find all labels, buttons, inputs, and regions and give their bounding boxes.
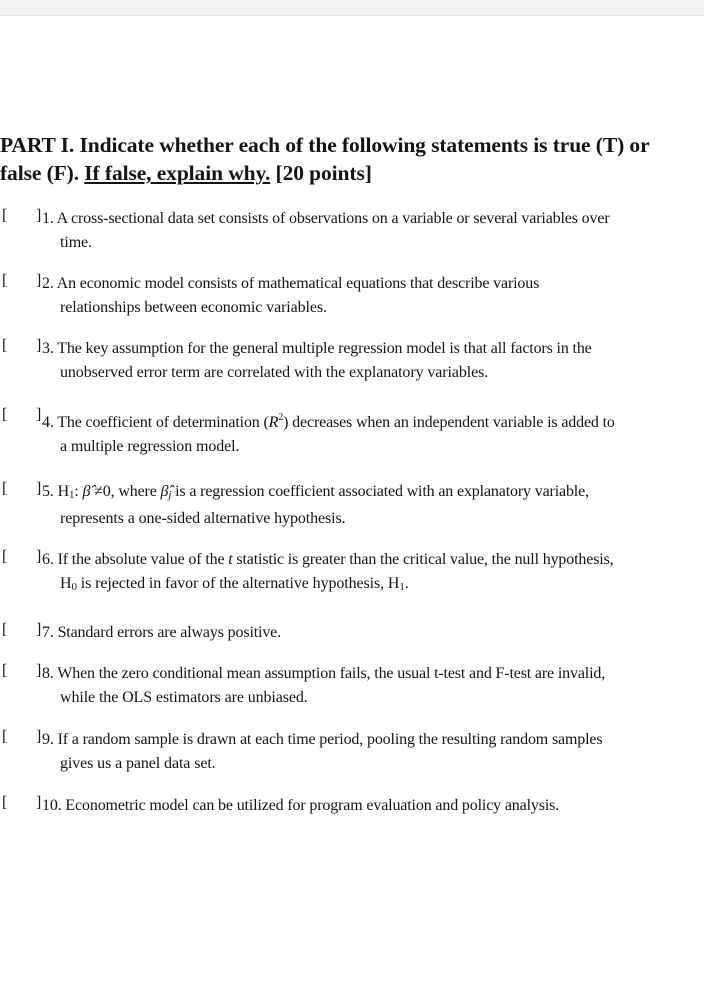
question-text — [42, 621, 694, 645]
question-item — [0, 337, 704, 385]
question-line: is rejected in favor of the alternative hypothesis, H — [76, 575, 400, 592]
heading-underlined-text: If false, explain why. — [84, 161, 271, 185]
question-line: . — [404, 575, 409, 592]
question-item — [0, 272, 704, 320]
answer-bracket-right[interactable]: ] — [36, 272, 42, 289]
question-line: The coefficient of determination ( — [57, 414, 269, 431]
question-text — [42, 548, 694, 599]
question-text — [42, 272, 694, 320]
subscript: 1 — [68, 489, 75, 501]
part-heading — [0, 131, 700, 187]
answer-bracket-right[interactable]: ] — [36, 548, 42, 565]
question-text — [42, 207, 694, 255]
question-item — [0, 548, 704, 596]
answer-bracket-right[interactable]: ] — [36, 662, 42, 679]
answer-bracket-left[interactable]: [ — [2, 337, 8, 354]
heading-points: [20 points] — [270, 161, 372, 185]
question-line: while the OLS estimators are unbiased. — [60, 689, 308, 706]
question-line: When the zero conditional mean assumption fails, the usual t-test and F-test are invalid, — [57, 665, 606, 682]
question-item — [0, 794, 704, 842]
question-line: : — [74, 483, 83, 500]
answer-bracket-left[interactable]: [ — [2, 548, 8, 565]
question-number: 2. — [42, 275, 54, 292]
question-item — [0, 406, 704, 454]
r-squared-symbol: R — [268, 414, 279, 431]
subscript: 1 — [399, 581, 405, 593]
question-text — [42, 406, 694, 459]
question-number: 7. — [42, 624, 54, 641]
question-text — [42, 480, 694, 531]
question-line: ) decreases when an independent variable is added to — [283, 414, 615, 431]
subscript: j — [168, 489, 172, 501]
question-line: statistic is greater than the critical value, the null hypothesis, — [232, 551, 614, 568]
question-number: 5. — [42, 483, 54, 500]
question-number: 1. — [42, 210, 54, 227]
question-line: If a random sample is drawn at each time period, pooling the resulting random samples — [57, 731, 603, 748]
question-line: A cross-sectional data set consists of observations on a variable or several variables over — [56, 210, 610, 227]
heading-text: false (F). — [0, 161, 85, 185]
heading-line-1: PART I. Indicate whether each of the following statements is true (T) or — [0, 133, 650, 157]
question-line: Standard errors are always positive. — [57, 624, 281, 641]
answer-bracket-left[interactable]: [ — [2, 406, 8, 423]
question-number: 6. — [42, 551, 54, 568]
question-number: 4. — [42, 414, 54, 431]
answer-bracket-right[interactable]: ] — [36, 480, 42, 497]
question-line: a multiple regression model. — [60, 438, 240, 455]
question-line: time. — [60, 234, 92, 251]
question-line: is a regression coefficient associated with an explanatory variable, — [171, 483, 589, 500]
question-line: unobserved error term are correlated with the explanatory variables. — [60, 364, 489, 381]
hypothesis-symbol: H — [60, 575, 72, 592]
answer-bracket-left[interactable]: [ — [2, 728, 8, 745]
question-line: relationships between economic variables. — [60, 299, 327, 316]
answer-bracket-left[interactable]: [ — [2, 207, 8, 224]
answer-bracket-right[interactable]: ] — [36, 337, 42, 354]
question-number: 3. — [42, 340, 54, 357]
question-number: 8. — [42, 665, 54, 682]
question-item — [0, 207, 704, 255]
question-text — [42, 662, 694, 710]
answer-bracket-right[interactable]: ] — [36, 728, 42, 745]
question-number: 9. — [42, 731, 54, 748]
t-symbol: t — [228, 551, 233, 568]
subscript: 0 — [71, 581, 77, 593]
question-line: gives us a panel data set. — [60, 755, 216, 772]
question-number: 10. — [42, 797, 62, 814]
question-line: Econometric model can be utilized for program evaluation and policy analysis. — [65, 797, 560, 814]
question-line: The key assumption for the general multiple regression model is that all factors in the — [57, 340, 592, 357]
answer-bracket-left[interactable]: [ — [2, 794, 8, 811]
beta-hat-symbol: β̂ — [82, 483, 91, 500]
answer-bracket-left[interactable]: [ — [2, 662, 8, 679]
answer-bracket-right[interactable]: ] — [36, 621, 42, 638]
question-line: An economic model consists of mathematical equations that describe various — [56, 275, 540, 292]
question-line: ≠0, where — [90, 483, 161, 500]
answer-bracket-left[interactable]: [ — [2, 272, 8, 289]
answer-bracket-right[interactable]: ] — [36, 207, 42, 224]
question-text — [42, 337, 694, 385]
beta-hat-symbol: β̂ — [160, 483, 169, 500]
question-text — [42, 794, 694, 818]
question-text — [42, 728, 694, 776]
viewer-top-bar — [0, 0, 704, 16]
hypothesis-symbol: H — [57, 483, 69, 500]
question-item — [0, 662, 704, 710]
question-item — [0, 728, 704, 776]
answer-bracket-right[interactable]: ] — [36, 406, 42, 423]
heading-line-2 — [0, 159, 700, 187]
superscript: 2 — [278, 412, 284, 423]
answer-bracket-left[interactable]: [ — [2, 621, 8, 638]
answer-bracket-left[interactable]: [ — [2, 480, 8, 497]
question-item — [0, 480, 704, 528]
answer-bracket-right[interactable]: ] — [36, 794, 42, 811]
question-line: If the absolute value of the — [57, 551, 229, 568]
question-line: represents a one-sided alternative hypothesis. — [60, 510, 346, 527]
